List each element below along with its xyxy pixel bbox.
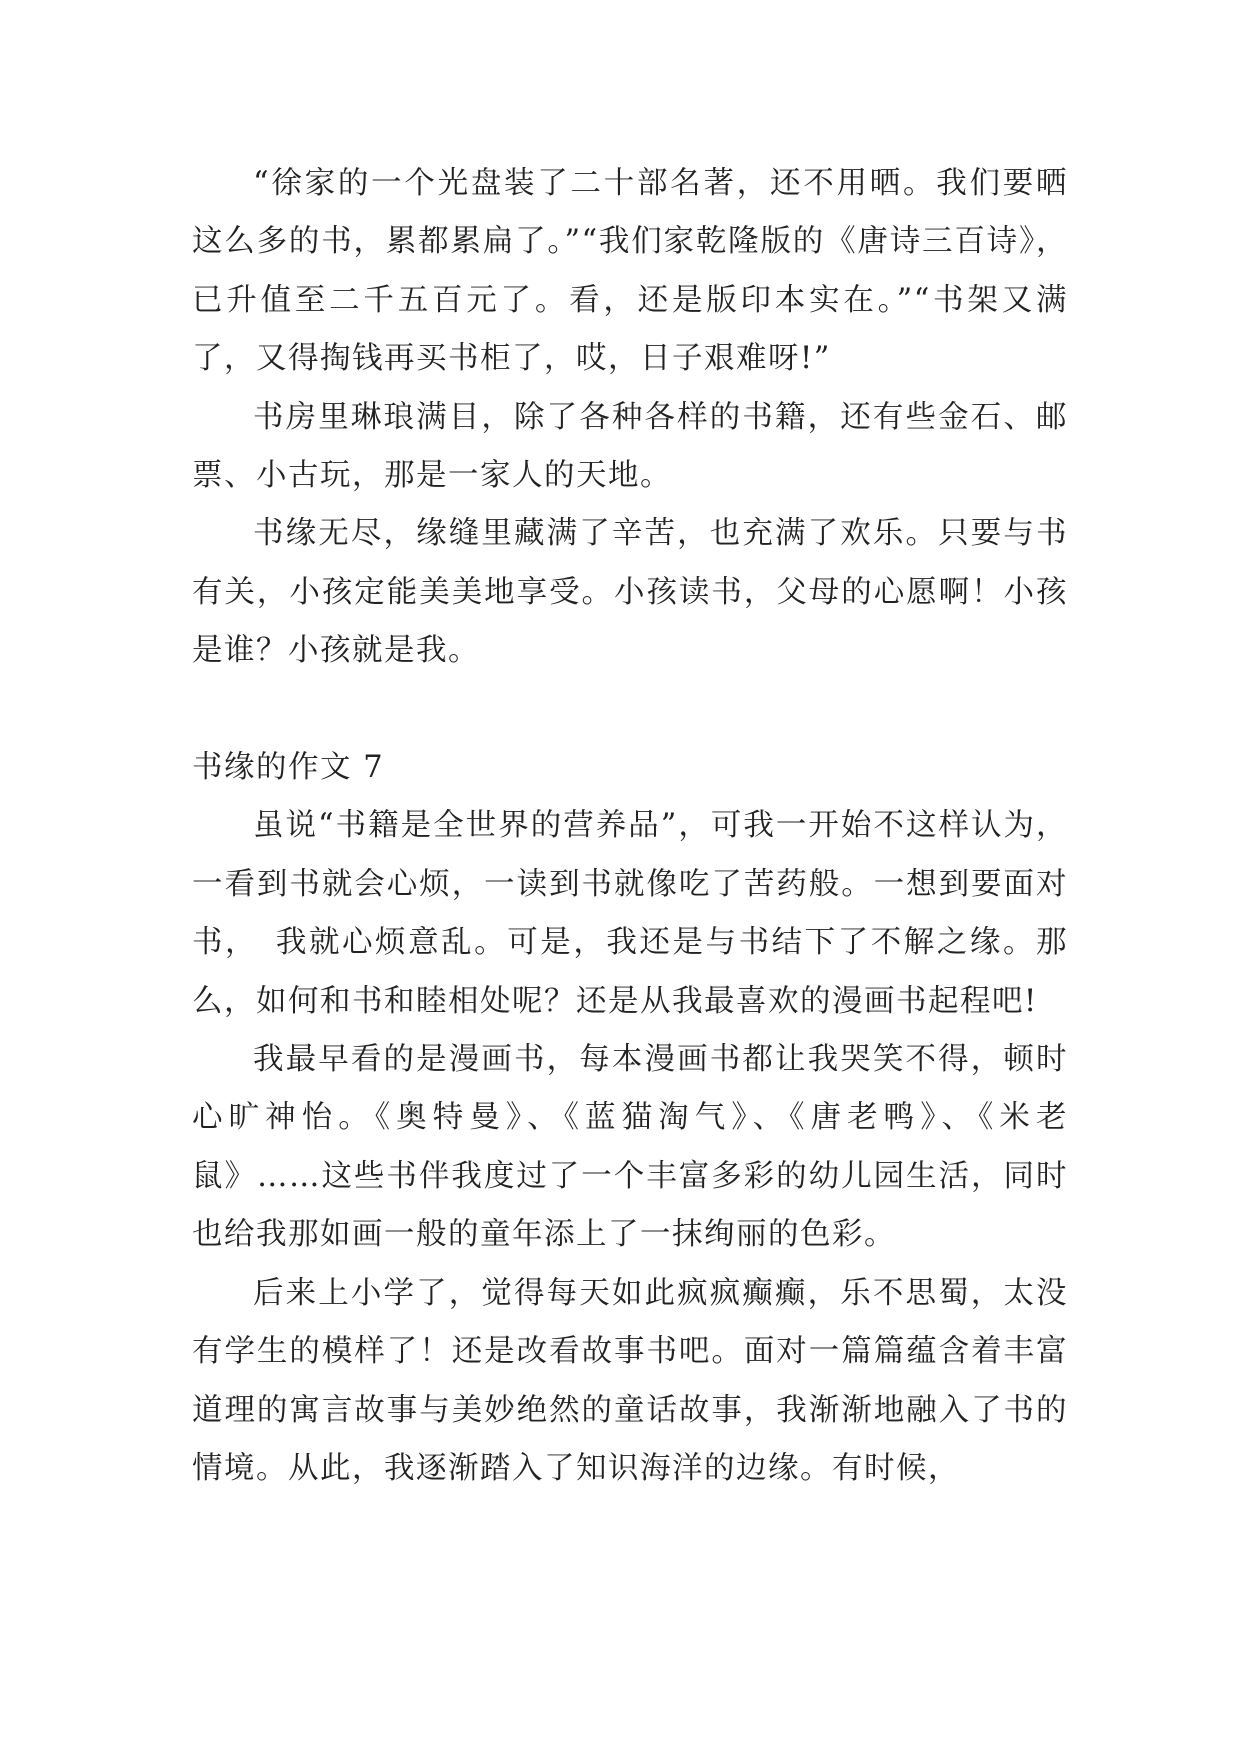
- paragraph: 书缘无尽，缘缝里藏满了辛苦，也充满了欢乐。只要与书有关，小孩定能美美地享受。小孩读书，父母的心愿啊！小孩是谁？小孩就是我。: [192, 516, 1068, 669]
- document-body: [192, 155, 1068, 1498]
- section-spacer: [192, 681, 1068, 739]
- paragraph: “徐家的一个光盘装了二十部名著，还不用晒。我们要晒这么多的书，累都累扁了。”“我们家乾隆版的《唐诗三百诗》，已升值至二千五百元了。看，还是版印本实在。”“书架又满了，又得掏钱再买书柜了，哎，日子艰难呀!”: [192, 166, 1068, 377]
- paragraph: 书房里琳琅满目，除了各种各样的书籍，还有些金石、邮票、小古玩，那是一家人的天地。: [192, 399, 1068, 494]
- paragraph: 虽说“书籍是全世界的营养品”，可我一开始不这样认为，一看到书就会心烦，一读到书就像吃了苦药般。一想到要面对书， 我就心烦意乱。可是，我还是与书结下了不解之缘。那么，如何和书和睦相处呢？还是从我最喜欢的漫画书起程吧!: [192, 808, 1068, 1019]
- paragraph: 我最早看的是漫画书，每本漫画书都让我哭笑不得，顿时心旷神怡。《奥特曼》、《蓝猫淘气》、《唐老鸭》、《米老鼠》……这些书伴我度过了一个丰富多彩的幼儿园生活，同时也给我那如画一般的童年添上了一抹绚丽的色彩。: [192, 1042, 1068, 1253]
- section-title: 书缘的作文 7: [192, 750, 385, 786]
- paragraph: 后来上小学了，觉得每天如此疯疯癫癫，乐不思蜀，太没有学生的模样了！还是改看故事书吧。面对一篇篇蕴含着丰富道理的寓言故事与美妙绝然的童话故事，我渐渐地融入了书的情境。从此，我逐渐踏入了知识海洋的边缘。有时候，: [192, 1275, 1068, 1486]
